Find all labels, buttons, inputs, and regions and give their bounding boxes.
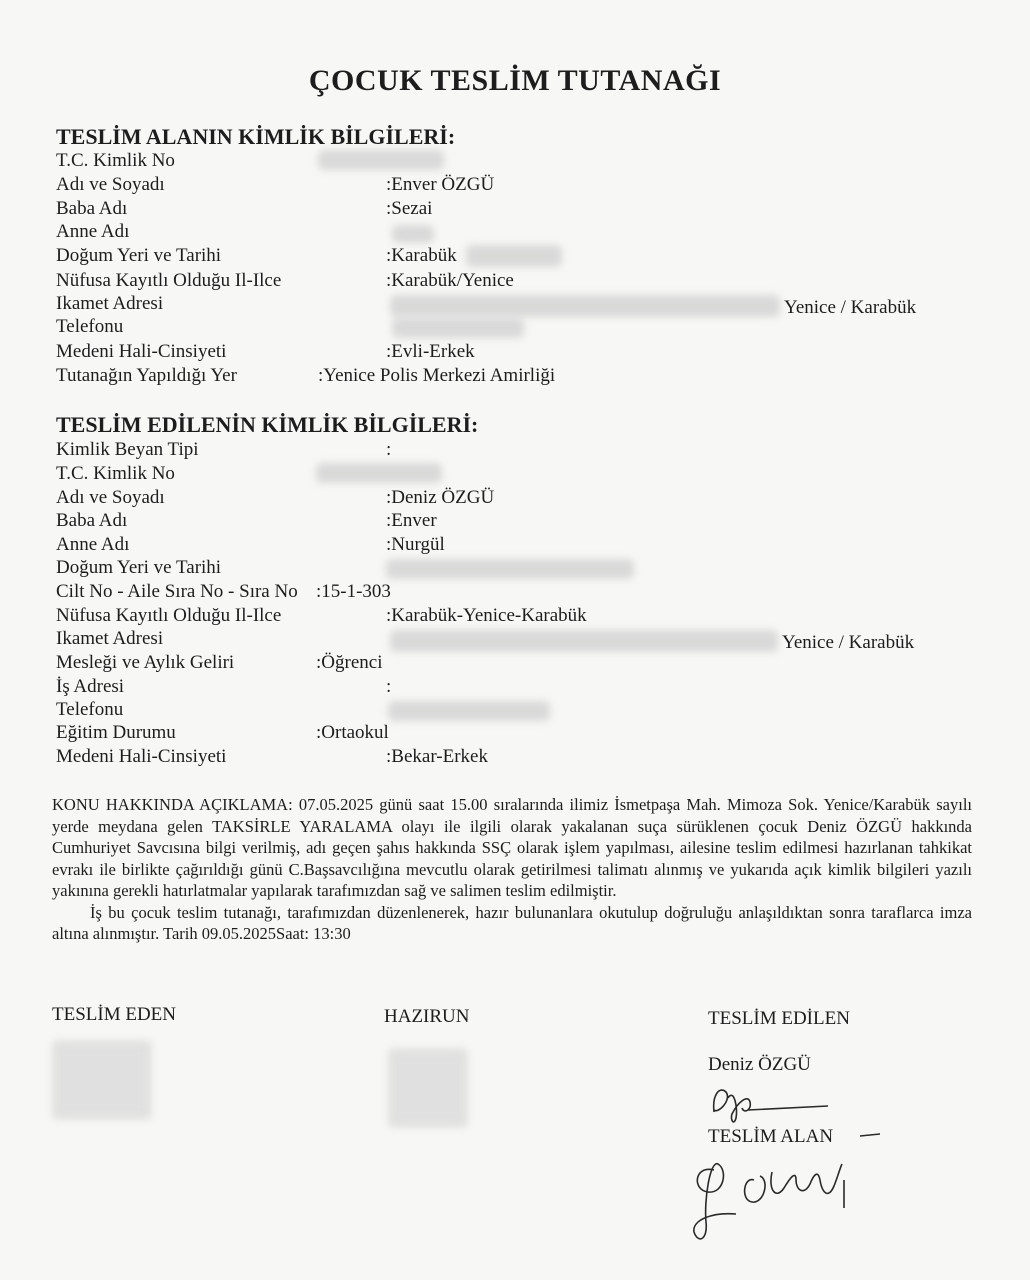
- field-value: :Karabük/Yenice: [386, 270, 514, 291]
- field-value: :Öğrenci: [316, 652, 383, 673]
- field-value: :Enver: [386, 510, 437, 531]
- field-label: Anne Adı: [56, 221, 130, 242]
- field-label: Telefonu: [56, 699, 124, 720]
- redacted-signature-delivering: [52, 1040, 152, 1120]
- signature-label-receiving: TESLİM ALAN: [708, 1126, 834, 1147]
- redacted-value: [392, 318, 524, 338]
- field-label: Anne Adı: [56, 534, 130, 555]
- receiver-field-phone: [0, 316, 1030, 340]
- child-field-mother: [0, 534, 1030, 558]
- child-field-name: [0, 487, 1030, 511]
- receiver-field-birth: [0, 245, 1030, 269]
- statement-block: [52, 794, 972, 945]
- signature-delivered: [708, 1080, 838, 1130]
- field-label: Nüfusa Kayıtlı Olduğu Il-Ilce: [56, 605, 282, 626]
- field-label: Cilt No - Aile Sıra No - Sıra No: [56, 581, 298, 602]
- field-value: :: [386, 676, 392, 697]
- receiver-field-mother: [0, 221, 1030, 245]
- field-label: Kimlik Beyan Tipi: [56, 439, 199, 460]
- signature-receiving: [684, 1140, 884, 1250]
- field-label: T.C. Kimlik No: [56, 463, 175, 484]
- child-field-registry: [0, 605, 1030, 629]
- field-label: Ikamet Adresi: [56, 628, 164, 649]
- redacted-value: [316, 463, 442, 483]
- document-title: ÇOCUK TESLİM TUTANAĞI: [308, 64, 722, 97]
- field-label: T.C. Kimlik No: [56, 150, 175, 171]
- field-value: :Evli-Erkek: [386, 341, 475, 362]
- receiver-field-name: [0, 174, 1030, 198]
- field-label: Baba Adı: [56, 198, 128, 219]
- field-label: Doğum Yeri ve Tarihi: [56, 245, 222, 266]
- redacted-value: [466, 245, 562, 267]
- field-value: :Deniz ÖZGÜ: [386, 487, 495, 508]
- redacted-value: [390, 295, 780, 317]
- redacted-value: [388, 701, 550, 721]
- child-field-tc: [0, 463, 1030, 487]
- field-value: :Nurgül: [386, 534, 445, 555]
- field-value: :Sezai: [386, 198, 433, 219]
- field-label: Baba Adı: [56, 510, 128, 531]
- receiver-field-registry: [0, 270, 1030, 294]
- child-field-marital: [0, 746, 1030, 770]
- child-field-registry-no: [0, 581, 1030, 605]
- redacted-value: [318, 150, 444, 170]
- signature-label-delivering: TESLİM EDEN: [52, 1004, 177, 1025]
- child-field-id-type: [0, 439, 1030, 463]
- child-field-address: [0, 628, 1030, 652]
- child-field-phone: [0, 699, 1030, 723]
- receiver-field-father: [0, 198, 1030, 222]
- field-label: Mesleği ve Aylık Geliri: [56, 652, 235, 673]
- field-value: :Enver ÖZGÜ: [386, 174, 495, 195]
- redacted-signature-witness: [388, 1048, 468, 1128]
- field-label: Eğitim Durumu: [56, 722, 176, 743]
- redacted-value: [392, 225, 434, 243]
- field-value: :Karabük: [386, 245, 457, 266]
- child-field-birth: [0, 557, 1030, 581]
- field-label: Medeni Hali-Cinsiyeti: [56, 341, 227, 362]
- redacted-value: [390, 630, 778, 652]
- field-label: Medeni Hali-Cinsiyeti: [56, 746, 227, 767]
- signature-label-delivered: TESLİM EDİLEN: [708, 1008, 850, 1029]
- field-label: İş Adresi: [56, 676, 125, 697]
- field-value: :: [386, 439, 392, 460]
- field-extra: Yenice / Karabük: [782, 632, 915, 653]
- statement-paragraph-1: KONU HAKKINDA AÇIKLAMA: 07.05.2025 günü saat 15.00 sıralarında ilimiz İsmetpaşa Mah. Mimoza Sok. Yenice/Karabük sayılı yerde meydana gelen TAKSİRLE YARALAMA olayı ile ilgili olarak yakalanan suça sürüklenen çocuk Deniz ÖZGÜ hakkında Cumhuriyet Savcısına bilgi verilmiş, adı geçen şahıs hakkında SSÇ olarak işlem yapılması, ailesine teslim edilmesi hazırlanan tahkikat evrakı ile birlikte çağırıldığı günü C.Başsavcılığına mevcutlu olarak getirilmesi talimatı alınmış ve yukarıda açık kimlik bilgileri yazılı yakınına gerekli hatırlatmalar yapılarak tarafımızdan sağ ve salimen teslim edilmiştir.: [52, 795, 972, 900]
- child-field-education: [0, 722, 1030, 746]
- field-value: :15-1-303: [316, 581, 391, 602]
- field-label: Tutanağın Yapıldığı Yer: [56, 365, 237, 386]
- field-label: Ikamet Adresi: [56, 293, 164, 314]
- child-field-father: [0, 510, 1030, 534]
- receiver-field-marital: [0, 341, 1030, 365]
- receiver-heading: TESLİM ALANIN KİMLİK BİLGİLERİ:: [56, 124, 456, 149]
- field-extra: Yenice / Karabük: [784, 297, 917, 318]
- field-label: Doğum Yeri ve Tarihi: [56, 557, 222, 578]
- field-label: Adı ve Soyadı: [56, 487, 165, 508]
- field-label: Adı ve Soyadı: [56, 174, 165, 195]
- signature-name-delivered: Deniz ÖZGÜ: [708, 1054, 811, 1075]
- signature-label-witness: HAZIRUN: [384, 1006, 470, 1027]
- field-value: :Bekar-Erkek: [386, 746, 488, 767]
- receiver-field-tc: [0, 150, 1030, 174]
- field-value: :Karabük-Yenice-Karabük: [386, 605, 587, 626]
- field-value: :Yenice Polis Merkezi Amirliği: [318, 365, 556, 386]
- redacted-value: [386, 559, 634, 579]
- child-heading: TESLİM EDİLENİN KİMLİK BİLGİLERİ:: [56, 412, 479, 437]
- receiver-field-address: [0, 293, 1030, 317]
- field-label: Telefonu: [56, 316, 124, 337]
- field-label: Nüfusa Kayıtlı Olduğu Il-Ilce: [56, 270, 282, 291]
- child-field-work-address: [0, 676, 1030, 700]
- statement-paragraph-2: İş bu çocuk teslim tutanağı, tarafımızdan düzenlenerek, hazır bulunanlara okutulup doğruluğu anlaşıldıktan sonra taraflarca imza altına alınmıştır. Tarih 09.05.2025Saat: 13:30: [52, 902, 972, 943]
- field-value: :Ortaokul: [316, 722, 389, 743]
- receiver-field-place: [0, 365, 1030, 389]
- child-field-occupation: [0, 652, 1030, 676]
